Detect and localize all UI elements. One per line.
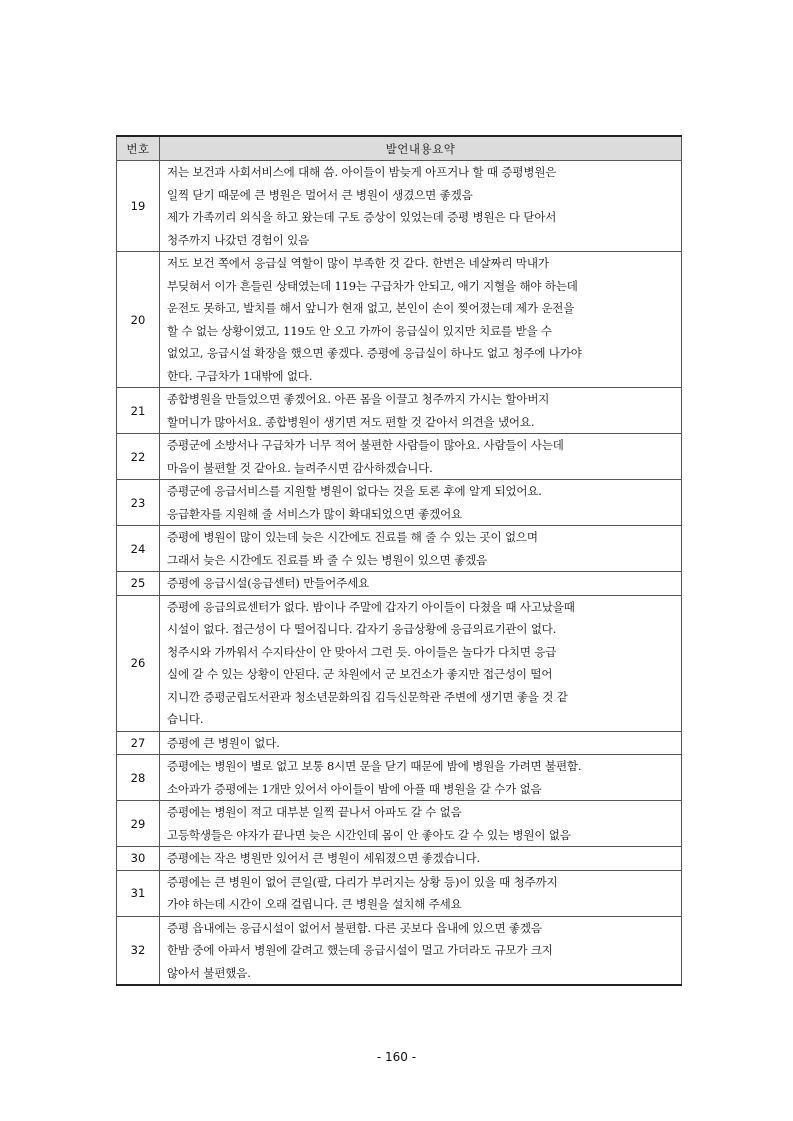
summary-line: 할머니가 많아서요. 종합병원이 생기면 저도 편할 것 같아서 의견을 냈어요. (167, 414, 535, 429)
row-number: 22 (117, 434, 160, 480)
summary-line: 없었고, 응급시설 확장을 했으면 좋겠다. 증평에 응급실이 하나도 없고 청주에 나가야 (167, 346, 582, 360)
summary-line: 증평에 큰 병원이 없다. (167, 735, 280, 750)
summary-line: 고등학생들은 야자가 끝나면 늦은 시간인데 몸이 안 좋아도 갈 수 있는 병원이 없음 (167, 827, 571, 842)
header-summary: 발언내용요약 (160, 136, 682, 161)
row-number: 27 (117, 731, 160, 755)
summary-line: 증평에 응급의료센터가 없다. 밤이나 주말에 갑자기 아이들이 다쳤을 때 사고났을때 (167, 599, 575, 614)
summary-line: 청주까지 나갔던 경험이 있음 (167, 232, 310, 247)
summary-line: 실에 갈 수 있는 상황이 안된다. 군 차원에서 군 보건소가 좋지만 접근성이 떨어 (167, 667, 553, 681)
summary-line: 지니깐 증평군립도서관과 청소년문화의집 김득신문학관 주변에 생기면 좋을 것 같 (167, 689, 568, 704)
row-number: 28 (117, 755, 160, 801)
table-row (117, 755, 682, 801)
row-number: 26 (117, 595, 160, 731)
table-header-row (117, 136, 682, 161)
row-number: 30 (117, 847, 160, 871)
summary-line: 마음이 불편할 것 같아요. 늘려주시면 감사하겠습니다. (167, 460, 433, 475)
summary-line: 그래서 늦은 시간에도 진료를 봐 줄 수 있는 병원이 있으면 좋겠음 (167, 552, 487, 567)
summary-line: 습니다. (167, 712, 204, 726)
summary-line: 증평에는 작은 병원만 있어서 큰 병원이 세워졌으면 좋겠습니다. (167, 851, 480, 865)
table-row (117, 434, 682, 480)
page-number: - 160 - (376, 1050, 417, 1064)
row-summary (160, 731, 682, 755)
opinion-table-container (116, 135, 681, 986)
summary-line: 증평에는 병원이 별로 없고 보통 8시면 문을 닫기 때문에 밤에 병원을 가려면 불편함. (167, 759, 582, 773)
row-summary (160, 847, 682, 871)
row-summary (160, 526, 682, 572)
summary-line: 운전도 못하고, 발치를 해서 앞니가 현재 없고, 본인이 손이 찢어졌는데 제가 운전을 (167, 301, 575, 315)
row-summary (160, 480, 682, 526)
row-number: 24 (117, 526, 160, 572)
summary-line: 청주시와 가까워서 수지타산이 안 맞아서 그런 듯. 아이들은 놀다가 다치면 응급 (167, 644, 557, 659)
table-row (117, 388, 682, 434)
summary-line: 소아과가 증평에는 1개만 있어서 아이들이 밤에 아플 때 병원을 갈 수가 없음 (167, 781, 542, 796)
table-row (117, 870, 682, 916)
row-number: 25 (117, 572, 160, 596)
summary-line: 한밤 중에 아파서 병원에 갈려고 했는데 응급시설이 멀고 가더라도 규모가 크지 (167, 943, 553, 957)
summary-line: 종합병원을 만들었으면 좋겠어요. 아픈 몸을 이끌고 청주까지 가시는 할아버지 (167, 392, 550, 406)
table-row (117, 916, 682, 985)
summary-line: 증평군에 응급서비스를 지원할 병원이 없다는 것을 토론 후에 알게 되었어요. (167, 484, 542, 498)
summary-line: 않아서 불편했음. (167, 965, 251, 980)
summary-line: 부딪혀서 이가 흔들린 상태였는데 119는 구급차가 안되고, 애기 지혈을 해야 하는데 (167, 278, 578, 293)
summary-line: 제가 가족끼리 외식을 하고 왔는데 구토 증상이 있었는데 증평 병원은 다 닫아서 (167, 210, 557, 224)
table-row (117, 731, 682, 755)
row-number: 20 (117, 252, 160, 388)
row-summary (160, 161, 682, 252)
summary-line: 증평에 응급시설(응급센터) 만들어주세요 (167, 576, 369, 590)
summary-line: 응급환자를 지원해 줄 서비스가 많이 확대되었으면 좋겠어요 (167, 506, 463, 521)
row-summary (160, 252, 682, 388)
row-summary (160, 916, 682, 985)
table-row (117, 161, 682, 252)
summary-line: 가야 하는데 시간이 오래 걸립니다. 큰 병원을 설치해 주세요 (167, 897, 462, 911)
row-summary (160, 595, 682, 731)
summary-line: 저는 보건과 사회서비스에 대해 씀. 아이들이 밤늦게 아프거나 할 때 증평병원은 (167, 165, 557, 179)
summary-line: 증평군에 소방서나 구급차가 너무 적어 불편한 사람들이 많아요. 사람들이 사는데 (167, 438, 564, 452)
table-row (117, 595, 682, 731)
row-summary (160, 572, 682, 596)
table-row (117, 480, 682, 526)
table-row (117, 847, 682, 871)
table-row (117, 526, 682, 572)
header-number: 번호 (117, 136, 160, 161)
summary-line: 일찍 닫기 때문에 큰 병원은 멀어서 큰 병원이 생겼으면 좋겠음 (167, 187, 473, 202)
summary-line: 증평에는 병원이 적고 대부분 일찍 끝나서 아파도 갈 수 없음 (167, 805, 462, 819)
summary-line: 할 수 없는 상황이였고, 119도 안 오고 가까이 응급실이 있지만 치료를 받을 수 (167, 323, 552, 338)
summary-line: 증평에 병원이 많이 있는데 늦은 시간에도 진료를 해 줄 수 있는 곳이 없으며 (167, 530, 538, 544)
row-summary (160, 801, 682, 847)
table-row (117, 801, 682, 847)
row-summary (160, 434, 682, 480)
row-summary (160, 755, 682, 801)
summary-line: 증평 읍내에는 응급시설이 없어서 불편함. 다른 곳보다 읍내에 있으면 좋겠음 (167, 920, 542, 935)
table-row (117, 252, 682, 388)
row-number: 21 (117, 388, 160, 434)
row-summary (160, 388, 682, 434)
opinion-summary-table (116, 135, 682, 986)
summary-line: 증평에는 큰 병원이 없어 큰일(팔, 다리가 부러지는 상황 등)이 있을 때 청주까지 (167, 874, 558, 889)
row-number: 19 (117, 161, 160, 252)
table-body (117, 161, 682, 986)
summary-line: 시설이 없다. 접근성이 다 떨어집니다. 갑자기 응급상황에 응급의료기관이 없다. (167, 622, 557, 636)
summary-line: 한다. 구급차가 1대밖에 없다. (167, 368, 313, 383)
summary-line: 저도 보건 쪽에서 응급실 역할이 많이 부족한 것 같다. 한번은 네살짜리 막내가 (167, 256, 549, 270)
row-summary (160, 870, 682, 916)
row-number: 29 (117, 801, 160, 847)
row-number: 32 (117, 916, 160, 985)
row-number: 23 (117, 480, 160, 526)
table-row (117, 572, 682, 596)
row-number: 31 (117, 870, 160, 916)
